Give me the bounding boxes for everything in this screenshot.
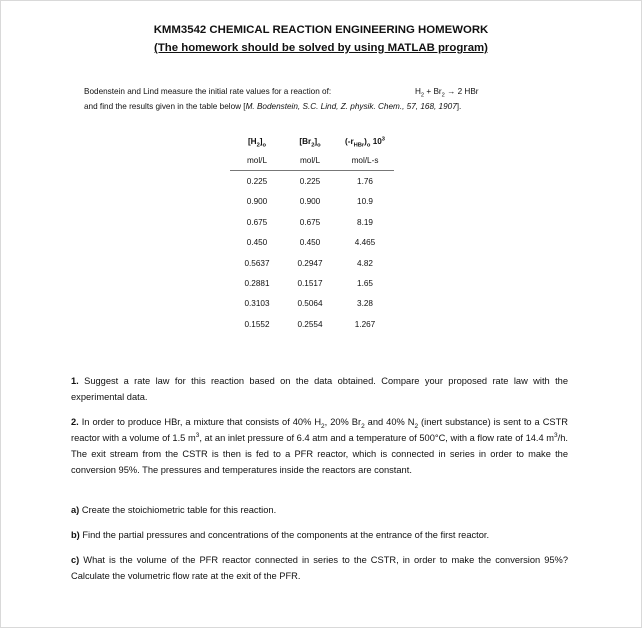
table-row — [230, 233, 394, 253]
table-cell: 0.2554 — [297, 319, 323, 329]
intro-line-2: and find the results given in the table below [M. Bodenstein, S.C. Lind, Z. physik. Chem., 57, 168, 1907]. — [84, 102, 462, 111]
table-row — [230, 192, 394, 212]
table-row — [230, 212, 394, 232]
table-cell: 1.76 — [357, 177, 373, 187]
question-2b: b) Find the partial pressures and concentrations of the components at the entrance of the first reactor. — [71, 530, 490, 540]
reaction-equation: $H_2 + Br_2 \to 2$ HBr — [415, 87, 479, 99]
unit-cell: mol/L-s — [336, 150, 394, 171]
table-row — [230, 294, 394, 314]
rate-data-table — [230, 132, 394, 335]
table-cell: 0.3103 — [244, 299, 270, 309]
citation: M. Bodenstein, S.C. Lind, Z. physik. Chem., 57, 168, 1907 — [245, 102, 457, 111]
table-header-row — [230, 132, 394, 150]
unit-cell: mol/L — [230, 150, 284, 171]
header-br2: $[Br_2]_o$ — [299, 136, 321, 149]
table-units-row — [230, 150, 394, 171]
table-row — [230, 171, 394, 192]
table-cell: 0.900 — [299, 197, 321, 207]
question-2: 2. In order to produce HBr, a mixture that consists of 40% $H_2$, 20% $Br_2$ and 40% $N_2$ (inert substance) is sent to a CSTR reactor with a volume of 1.5 $m^3$, at an inlet pressure of 6.4 atm and a temperature of 500°C, with a flow rate of 14.4 $m^3/h$. The exit stream from the CSTR is then is fed to a PFR reactor, which is connected in series in order to make the conversion 95%. The pressures and temperatures inside the reactors are constant. — [71, 417, 569, 475]
table-cell: 10.9 — [357, 197, 373, 207]
table-cell: 3.28 — [357, 299, 373, 309]
table-cell: 0.900 — [246, 197, 268, 207]
table-cell: 4.465 — [354, 238, 376, 248]
table-cell: 1.65 — [357, 279, 373, 289]
table-row — [230, 314, 394, 334]
intro-line-1: Bodenstein and Lind measure the initial rate values for a reaction of: — [84, 87, 332, 96]
table-cell: 0.450 — [246, 238, 268, 248]
table-cell: 0.675 — [246, 217, 268, 227]
question-2c: c) What is the volume of the PFR reactor connected in series to the CSTR, in order to make the conversion 95%? Calculate the volumetric flow rate at the exit of the PFR. — [71, 555, 568, 581]
table-cell: 0.675 — [299, 217, 321, 227]
table-cell: 0.225 — [246, 177, 268, 187]
table-cell: 0.1517 — [297, 279, 323, 289]
table-cell: 0.225 — [299, 177, 321, 187]
page-subtitle: (The homework should be solved by using MATLAB program) — [154, 42, 488, 54]
table-cell: 0.5637 — [244, 258, 270, 268]
table-cell: 1.267 — [354, 319, 376, 329]
table-row — [230, 273, 394, 293]
question-2a: a) Create the stoichiometric table for this reaction. — [71, 505, 277, 515]
table-cell: 0.2947 — [297, 258, 323, 268]
table-cell: 4.82 — [357, 258, 373, 268]
table-cell: 0.2881 — [244, 279, 270, 289]
table-cell: 0.5064 — [297, 299, 323, 309]
question-1: 1. Suggest a rate law for this reaction based on the data obtained. Compare your proposed rate law with the experimental data. — [71, 376, 568, 402]
header-h2: $[H_2]_o$ — [247, 136, 267, 149]
table-cell: 8.19 — [357, 217, 373, 227]
unit-cell: mol/L — [284, 150, 336, 171]
table-row — [230, 253, 394, 273]
header-rate: $(-r_{HBr})_o$ $10^3$ — [345, 135, 385, 149]
table-cell: 0.1552 — [244, 319, 270, 329]
table-cell: 0.450 — [299, 238, 321, 248]
page-title: KMM3542 CHEMICAL REACTION ENGINEERING HOMEWORK — [153, 24, 489, 36]
